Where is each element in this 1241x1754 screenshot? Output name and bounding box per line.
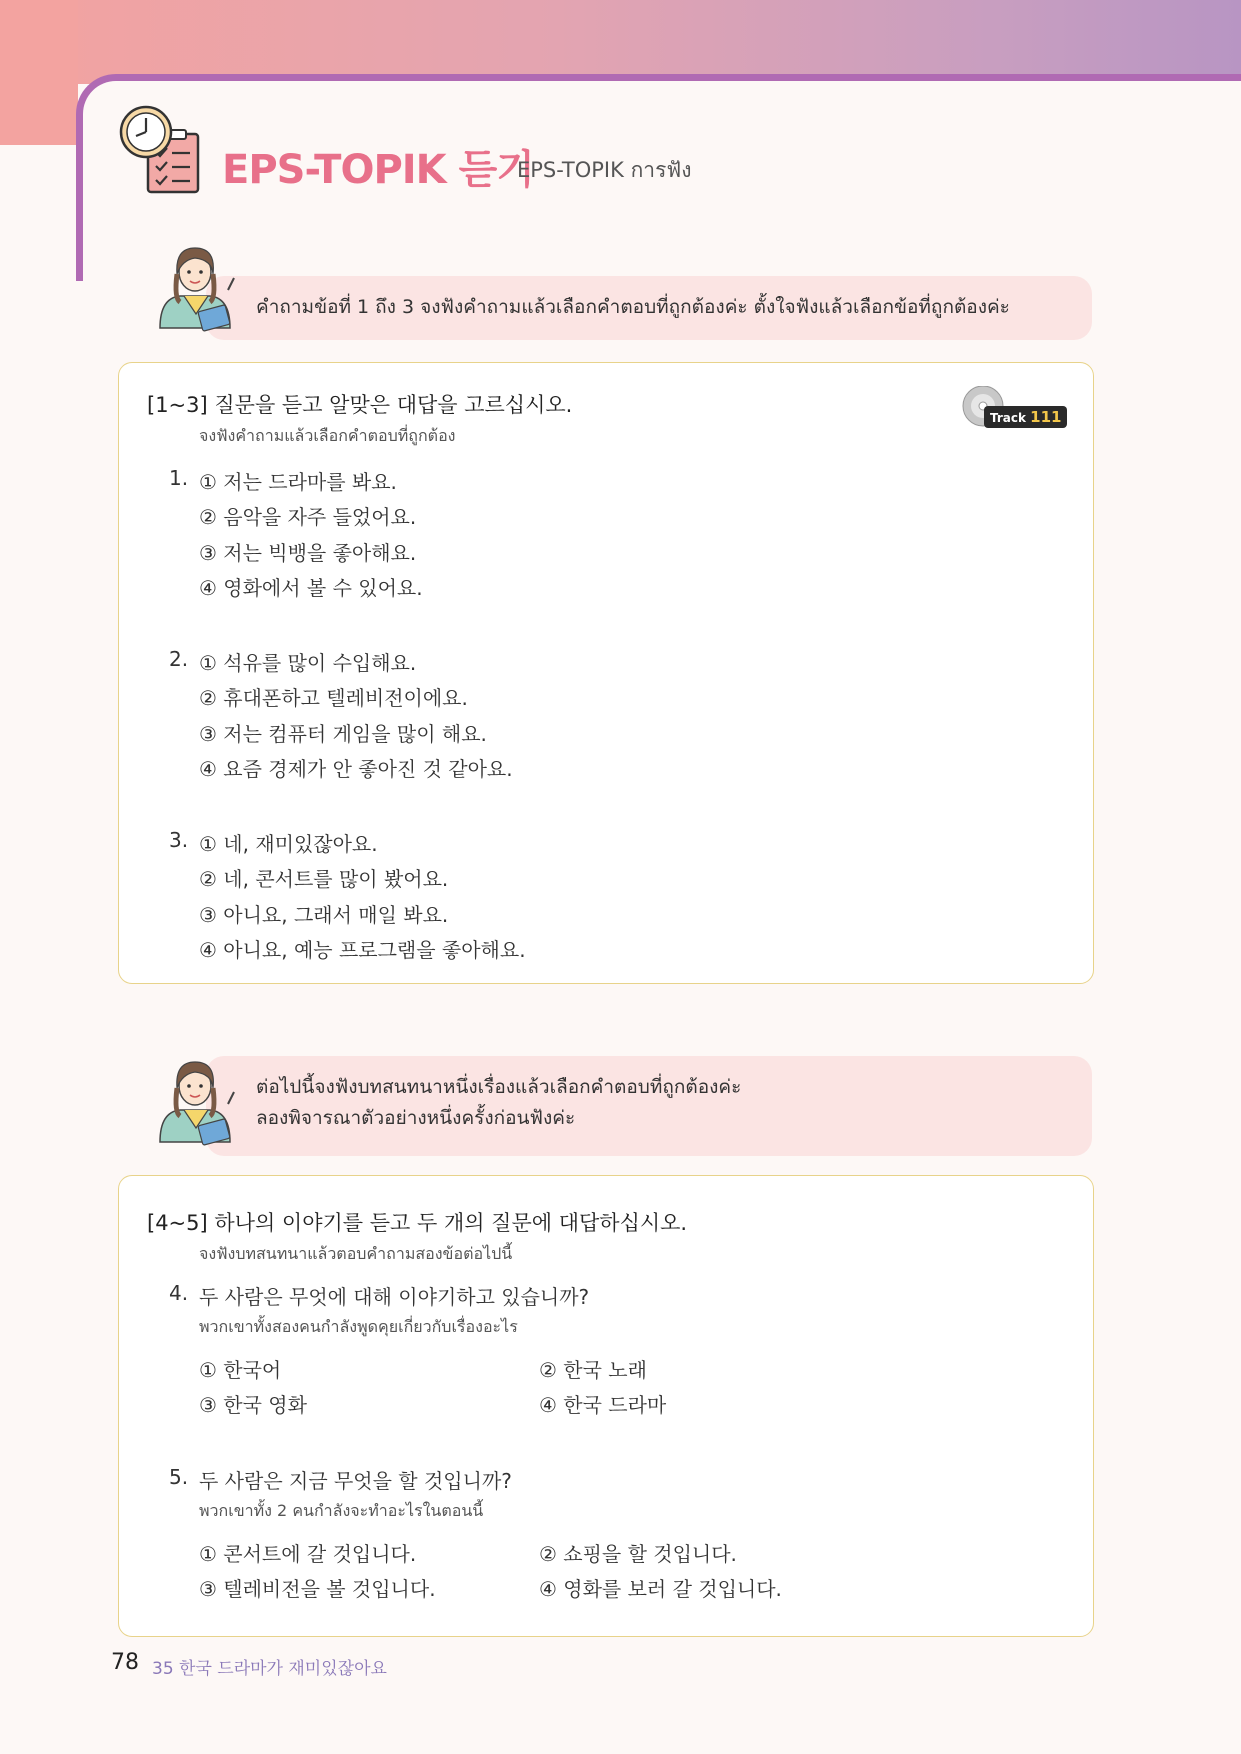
answer-option[interactable]: ③ 텔레비전을 볼 것입니다. [199,1577,436,1601]
teacher-illustration-icon [150,1052,242,1148]
instruction-bubble-1-text: คำถามข้อที่ 1 ถึง 3 จงฟังคำถามแล้วเลือกคำตอบที่ถูกต้องค่ะ ตั้งใจฟังแล้วเลือกข้อที่ถูกต้องค่ะ [256,296,1010,318]
question-text: 두 사람은 지금 무엇을 할 것입니까? [199,1469,512,1493]
instruction-bubble-2-line1: ต่อไปนี้จงฟังบทสนทนาหนึ่งเรื่องแล้วเลือกคำตอบที่ถูกต้องค่ะ [256,1076,742,1098]
page-title: EPS-TOPIK 듣기 [222,147,534,193]
answer-option[interactable]: ② 쇼핑을 할 것입니다. [539,1542,737,1566]
section1-instruction: [1~3] 질문을 듣고 알맞은 대답을 고르십시오. [147,393,573,417]
track-number: 111 [1030,408,1062,426]
section2-instruction: [4~5] 하나의 이야기를 듣고 두 개의 질문에 대답하십시오. [147,1211,688,1235]
track-label: Track [990,411,1026,425]
answer-option[interactable]: ② 휴대폰하고 텔레비전이에요. [199,686,468,710]
question-text: 두 사람은 무엇에 대해 이야기하고 있습니까? [199,1285,590,1309]
question-number: 3. [169,828,189,852]
question-number: 4. [169,1281,189,1305]
clock-checklist-icon [118,104,202,196]
answer-option[interactable]: ④ 영화를 보러 갈 것입니다. [539,1577,782,1601]
answer-option[interactable]: ③ 한국 영화 [199,1393,307,1417]
answer-option[interactable]: ① 한국어 [199,1358,282,1382]
answer-option[interactable]: ④ 영화에서 볼 수 있어요. [199,576,423,600]
answer-option[interactable]: ① 석유를 많이 수입해요. [199,651,417,675]
answer-option[interactable]: ③ 저는 컴퓨터 게임을 많이 해요. [199,722,487,746]
answer-option[interactable]: ① 네, 재미있잖아요. [199,832,378,856]
top-gradient-band [0,0,1241,84]
answer-option[interactable]: ④ 요즘 경제가 안 좋아진 것 같아요. [199,757,513,781]
answer-option[interactable]: ② 네, 콘서트를 많이 봤어요. [199,867,449,891]
question-text-th: พวกเขาทั้งสองคนกำลังพูดคุยเกี่ยวกับเรื่องอะไร [199,1317,518,1336]
answer-option[interactable]: ① 저는 드라마를 봐요. [199,470,397,494]
answer-option[interactable]: ③ 저는 빅뱅을 좋아해요. [199,541,417,565]
instruction-bubble-2-line2: ลองพิจารณาตัวอย่างหนึ่งครั้งก่อนฟังค่ะ [256,1107,576,1129]
chapter-title: 35 한국 드라마가 재미있잖아요 [152,1659,387,1679]
question-number: 5. [169,1465,189,1489]
teacher-illustration-icon [150,238,242,334]
answer-option[interactable]: ② 한국 노래 [539,1358,647,1382]
page-number: 78 [111,1650,139,1675]
answer-option[interactable]: ③ 아니요, 그래서 매일 봐요. [199,903,449,927]
track-badge[interactable] [984,406,1067,428]
section1-instruction-th: จงฟังคำถามแล้วเลือกคำตอบที่ถูกต้อง [199,426,456,445]
section2-instruction-th: จงฟังบทสนทนาแล้วตอบคำถามสองข้อต่อไปนี้ [199,1244,513,1263]
question-number: 2. [169,647,189,671]
answer-option[interactable]: ① 콘서트에 갈 것입니다. [199,1542,417,1566]
page-subtitle: EPS-TOPIK การฟัง [517,158,692,182]
answer-option[interactable]: ② 음악을 자주 들었어요. [199,505,417,529]
left-corner-block [0,0,78,145]
answer-option[interactable]: ④ 아니요, 예능 프로그램을 좋아해요. [199,938,526,962]
question-text-th: พวกเขาทั้ง 2 คนกำลังจะทำอะไรในตอนนี้ [199,1501,484,1520]
question-number: 1. [169,466,189,490]
answer-option[interactable]: ④ 한국 드라마 [539,1393,667,1417]
